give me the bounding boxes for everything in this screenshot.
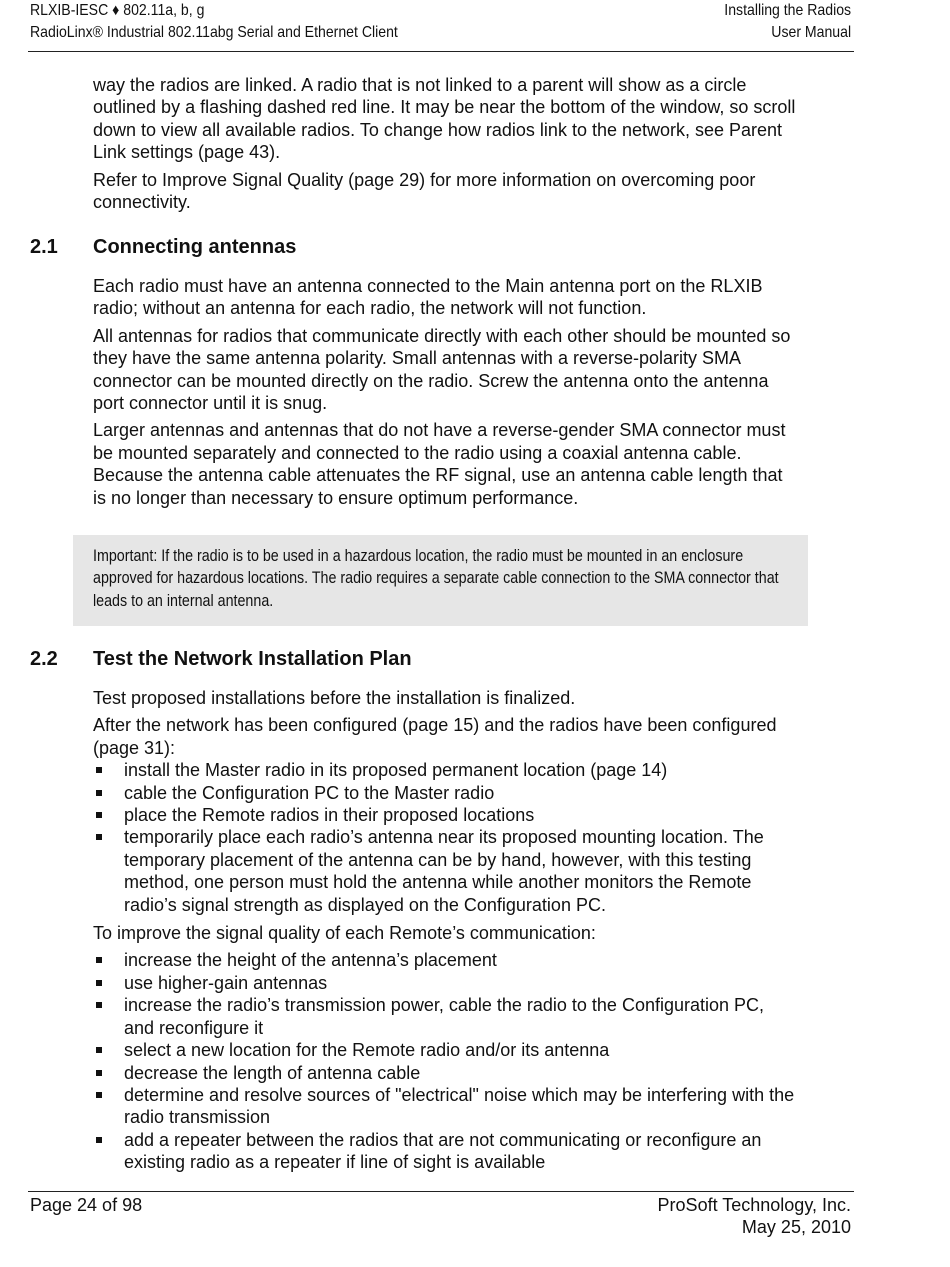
section-title: Test the Network Installation Plan xyxy=(93,648,412,670)
important-note-text: Important: If the radio is to be used in a hazardous location, the radio must be mounted in an enclosure approved for hazardous locations. The radio requires a separate cable connection to the SMA connector that leads to an internal antenna. xyxy=(93,546,779,610)
section-2-2-paragraph-3: To improve the signal quality of each Remote’s communication: xyxy=(93,923,596,944)
list-item: decrease the length of antenna cable xyxy=(93,1062,798,1084)
bullet-icon xyxy=(96,1047,102,1053)
header-product-code: RLXIB-IESC ♦ 802.11a, b, g xyxy=(30,2,205,19)
list-item: add a repeater between the radios that are not communicating or reconfigure an existing radio as a repeater if line of sight is available xyxy=(93,1129,798,1174)
list-item: increase the radio’s transmission power, cable the radio to the Configuration PC, and reconfigure it xyxy=(93,994,798,1039)
list-item: temporarily place each radio’s antenna near its proposed mounting location. The temporary placement of the antenna can be by hand, however, with this testing method, one person must hold the antenna while another monitors the Remote radio’s signal strength as displayed on the Configuration PC. xyxy=(93,826,798,916)
section-number: 2.1 xyxy=(30,236,58,258)
header-chapter: Installing the Radios xyxy=(724,2,851,19)
section-2-2-paragraph-2: After the network has been configured (page 15) and the radios have been configured (page 31): xyxy=(93,715,777,758)
header-product-name: RadioLinx® Industrial 802.11abg Serial and Ethernet Client xyxy=(30,24,398,41)
bullet-icon xyxy=(96,1002,102,1008)
page-header xyxy=(30,0,851,52)
footer-divider xyxy=(28,1191,854,1192)
bullet-icon xyxy=(96,834,102,840)
list-item: increase the height of the antenna’s placement xyxy=(93,949,798,971)
bullet-icon xyxy=(96,790,102,796)
section-2-1-paragraph-2: All antennas for radios that communicate directly with each other should be mounted so they have the same antenna polarity. Small antennas with a reverse-polarity SMA connector can be mounted directly on the radio. Screw the antenna onto the antenna port connector until it is snug. xyxy=(93,325,791,414)
bullet-icon xyxy=(96,812,102,818)
intro-paragraph-1: way the radios are linked. A radio that is not linked to a parent will show as a circle outlined by a flashing dashed red line. It may be near the bottom of the window, so scroll down to view all available radios. To change how radios link to the network, see Parent Link settings (page 43). xyxy=(93,75,796,163)
publication-date: May 25, 2010 xyxy=(741,1217,851,1238)
list-item: select a new location for the Remote radio and/or its antenna xyxy=(93,1039,798,1061)
section-2-2-paragraph-1: Test proposed installations before the installation is finalized. xyxy=(93,688,576,708)
section-2-1-paragraph-1: Each radio must have an antenna connected to the Main antenna port on the RLXIB radio; without an antenna for each radio, the network will not function. xyxy=(93,276,763,319)
section-title: Connecting antennas xyxy=(93,236,297,258)
section-2-1-paragraph-3: Larger antennas and antennas that do not have a reverse-gender SMA connector must be mounted separately and connected to the radio using a coaxial antenna cable. Because the antenna cable attenuates the RF signal, use an antenna cable length that is no longer than necessary to ensure optimum performance. xyxy=(93,420,786,508)
installation-steps-list xyxy=(93,759,798,916)
section-heading-2-1 xyxy=(30,235,296,259)
header-left xyxy=(30,0,398,44)
bullet-icon xyxy=(96,957,102,963)
section-number: 2.2 xyxy=(30,648,58,670)
intro-paragraph-2: Refer to Improve Signal Quality (page 29) for more information on overcoming poor connectivity. xyxy=(93,169,756,213)
intro-text xyxy=(93,74,798,218)
list-item: install the Master radio in its proposed permanent location (page 14) xyxy=(93,759,798,781)
list-item: cable the Configuration PC to the Master radio xyxy=(93,782,798,804)
signal-improvement-list xyxy=(93,949,798,1173)
list-item: place the Remote radios in their proposed locations xyxy=(93,804,798,826)
bullet-icon xyxy=(96,767,102,773)
section-2-1-body xyxy=(93,275,798,514)
list-item: use higher-gain antennas xyxy=(93,972,798,994)
header-right xyxy=(724,0,851,44)
company-name: ProSoft Technology, Inc. xyxy=(657,1195,851,1215)
header-doc-type: User Manual xyxy=(771,24,851,41)
bullet-icon xyxy=(96,1137,102,1143)
important-note xyxy=(73,535,808,626)
bullet-icon xyxy=(96,980,102,986)
section-heading-2-2 xyxy=(30,647,412,671)
bullet-icon xyxy=(96,1070,102,1076)
section-2-2-body xyxy=(93,687,798,1180)
page-number: Page 24 of 98 xyxy=(30,1195,143,1215)
footer-right xyxy=(658,1194,851,1239)
list-item: determine and resolve sources of "electrical" noise which may be interfering with the radio transmission xyxy=(93,1084,798,1129)
header-divider xyxy=(28,51,854,52)
bullet-icon xyxy=(96,1092,102,1098)
